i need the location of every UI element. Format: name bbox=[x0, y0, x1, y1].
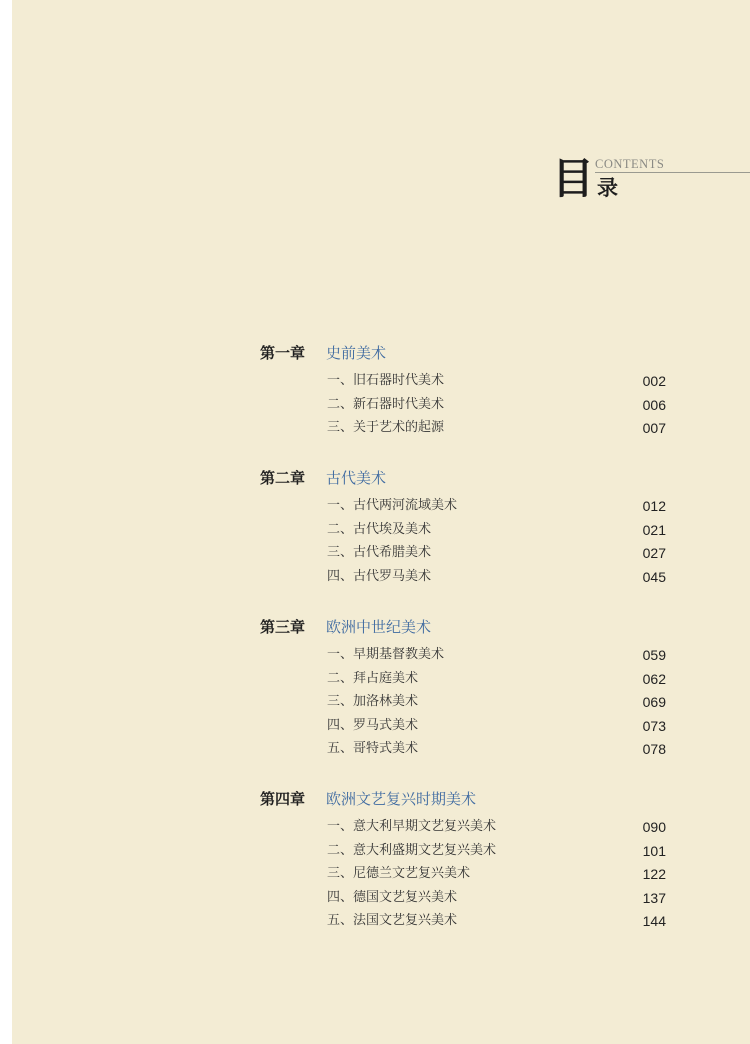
entry-page-number: 078 bbox=[642, 741, 666, 757]
chapter-heading[interactable] bbox=[260, 343, 680, 367]
entry-page-number: 045 bbox=[642, 568, 666, 585]
entry-page-number: 062 bbox=[642, 670, 666, 687]
toc-entry[interactable] bbox=[260, 842, 680, 866]
entry-title: 四、古代罗马美术 bbox=[327, 568, 432, 584]
entry-page-number: 122 bbox=[642, 866, 666, 882]
entry-title: 一、古代两河流域美术 bbox=[327, 498, 458, 513]
chapter-block bbox=[260, 789, 680, 929]
chapter-number: 第二章 bbox=[260, 469, 306, 487]
entry-title: 一、早期基督教美术 bbox=[327, 647, 445, 662]
entry-page-number: 069 bbox=[642, 694, 666, 710]
section-list bbox=[260, 646, 680, 764]
entry-title: 四、罗马式美术 bbox=[327, 717, 419, 733]
entry-title: 二、拜占庭美术 bbox=[327, 670, 419, 686]
heading-english: CONTENTS bbox=[595, 157, 665, 171]
entry-page-number: 101 bbox=[642, 842, 666, 859]
entry-page-number: 007 bbox=[642, 420, 666, 436]
chapter-title: 欧洲中世纪美术 bbox=[326, 618, 432, 636]
entry-title: 三、尼德兰文艺复兴美术 bbox=[327, 866, 471, 881]
entry-title: 五、法国文艺复兴美术 bbox=[327, 913, 458, 928]
toc-entry[interactable] bbox=[260, 568, 680, 592]
entry-title: 二、意大利盛期文艺复兴美术 bbox=[327, 842, 497, 858]
toc-entry[interactable] bbox=[260, 396, 680, 420]
toc-entry[interactable] bbox=[260, 544, 680, 568]
section-list bbox=[260, 372, 680, 443]
entry-title: 二、古代埃及美术 bbox=[327, 521, 432, 537]
toc-entry[interactable] bbox=[260, 497, 680, 521]
entry-page-number: 012 bbox=[642, 498, 666, 514]
entry-page-number: 137 bbox=[642, 889, 666, 906]
chapter-title: 欧洲文艺复兴时期美术 bbox=[326, 790, 477, 808]
chapter-heading[interactable] bbox=[260, 789, 680, 813]
chapter-block bbox=[260, 617, 680, 757]
chapter-title: 古代美术 bbox=[326, 469, 387, 487]
heading-char-mu: 目 bbox=[552, 154, 595, 203]
heading-char-lu: 录 bbox=[597, 175, 618, 200]
chapter-heading[interactable] bbox=[260, 468, 680, 492]
entry-page-number: 027 bbox=[642, 545, 666, 561]
entry-title: 二、新石器时代美术 bbox=[327, 396, 445, 412]
toc-entry[interactable] bbox=[260, 670, 680, 694]
toc-entry[interactable] bbox=[260, 419, 680, 443]
chapter-heading[interactable] bbox=[260, 617, 680, 641]
toc-entry[interactable] bbox=[260, 372, 680, 396]
entry-page-number: 059 bbox=[642, 647, 666, 663]
entry-title: 四、德国文艺复兴美术 bbox=[327, 889, 458, 905]
toc-entry[interactable] bbox=[260, 818, 680, 842]
section-list bbox=[260, 818, 680, 936]
toc-entry[interactable] bbox=[260, 740, 680, 764]
toc-entry[interactable] bbox=[260, 521, 680, 545]
chapter-number: 第四章 bbox=[260, 790, 306, 808]
entry-title: 一、意大利早期文艺复兴美术 bbox=[327, 819, 497, 834]
entry-page-number: 073 bbox=[642, 717, 666, 734]
entry-title: 五、哥特式美术 bbox=[327, 741, 419, 756]
toc-entry[interactable] bbox=[260, 865, 680, 889]
toc-entry[interactable] bbox=[260, 889, 680, 913]
entry-page-number: 021 bbox=[642, 521, 666, 538]
toc-entry[interactable] bbox=[260, 693, 680, 717]
entry-page-number: 090 bbox=[642, 819, 666, 835]
toc-entry[interactable] bbox=[260, 646, 680, 670]
entry-page-number: 144 bbox=[642, 913, 666, 929]
entry-title: 三、古代希腊美术 bbox=[327, 545, 432, 560]
entry-title: 三、关于艺术的起源 bbox=[327, 420, 445, 435]
chapter-block bbox=[260, 468, 680, 585]
section-list bbox=[260, 497, 680, 591]
chapter-block bbox=[260, 343, 680, 436]
contents-heading bbox=[552, 155, 750, 215]
entry-page-number: 002 bbox=[642, 373, 666, 389]
toc-entry[interactable] bbox=[260, 717, 680, 741]
chapter-title: 史前美术 bbox=[326, 344, 387, 362]
entry-page-number: 006 bbox=[642, 396, 666, 413]
entry-title: 一、旧石器时代美术 bbox=[327, 373, 445, 388]
chapter-number: 第一章 bbox=[260, 344, 306, 362]
document-page bbox=[12, 0, 750, 1044]
entry-title: 三、加洛林美术 bbox=[327, 694, 419, 709]
toc-entry[interactable] bbox=[260, 912, 680, 936]
heading-rule bbox=[595, 172, 750, 173]
chapter-number: 第三章 bbox=[260, 618, 306, 636]
